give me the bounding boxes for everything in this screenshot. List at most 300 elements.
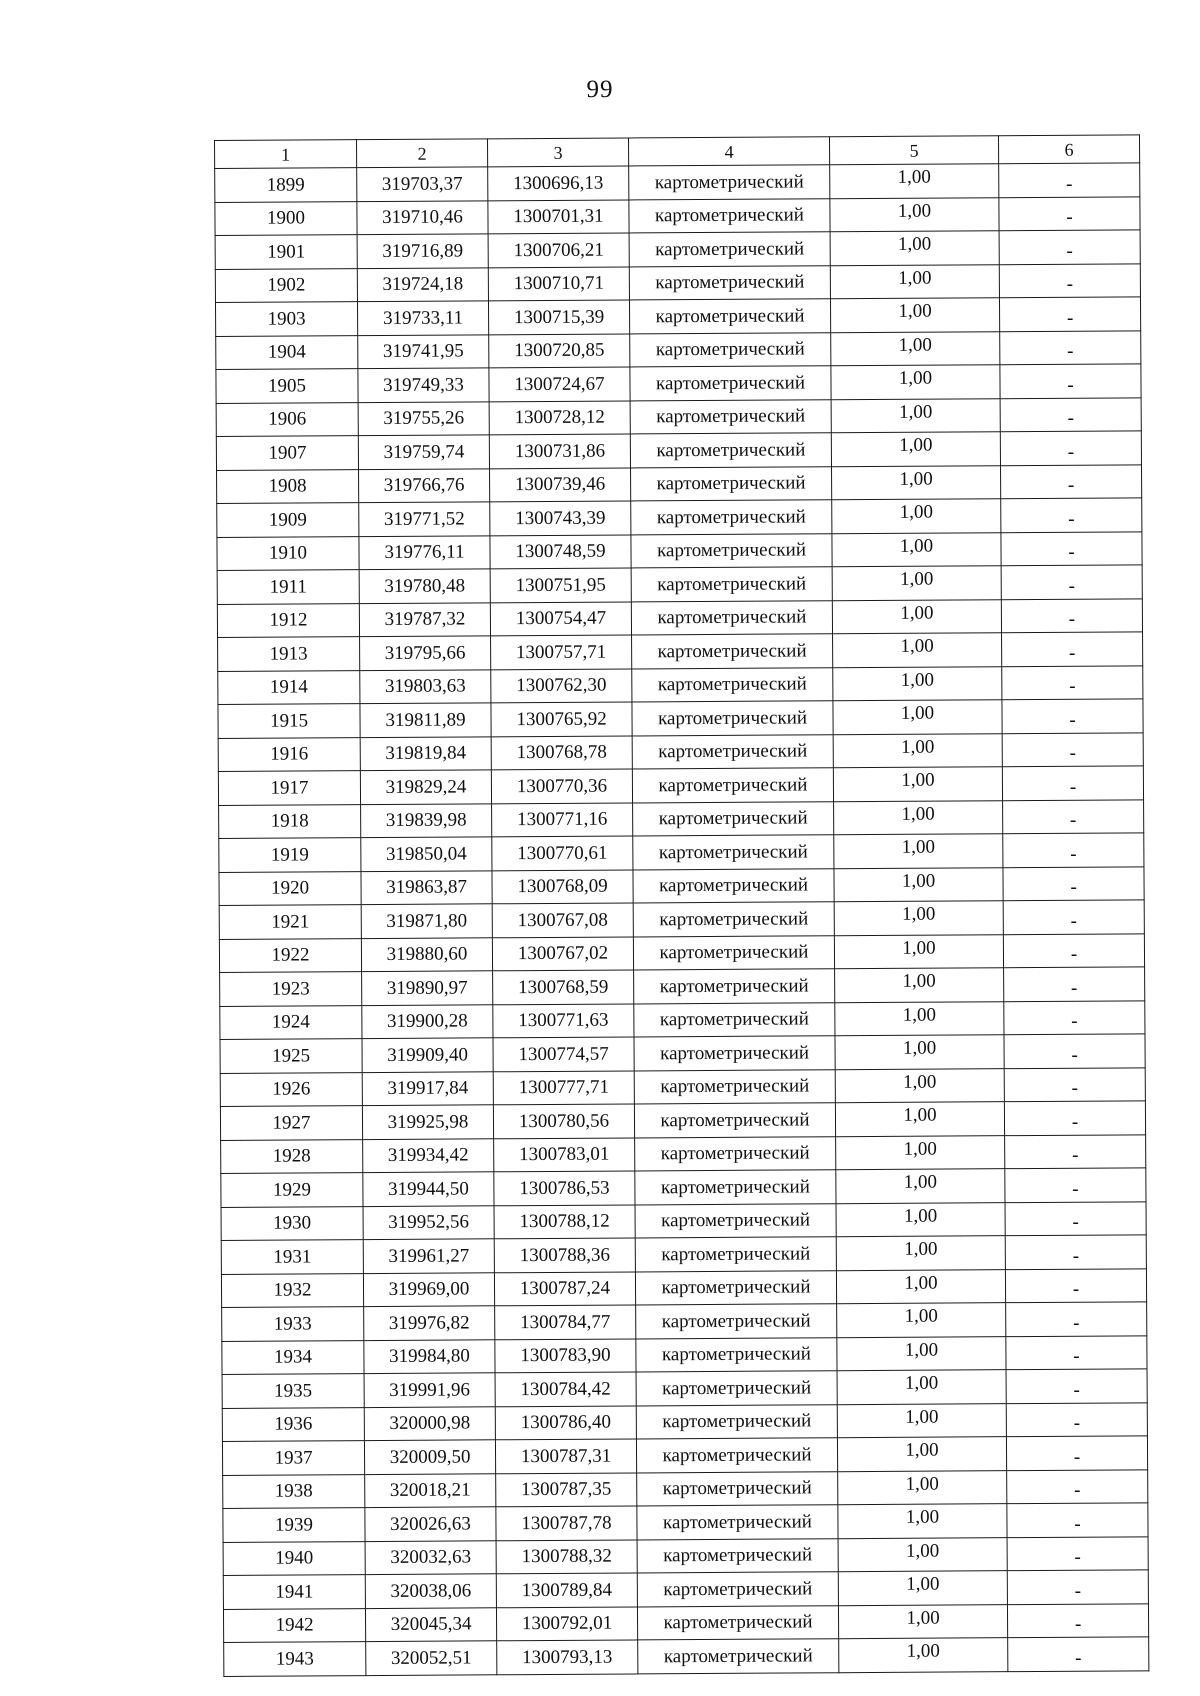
precision-cell: 1,00	[832, 465, 1001, 500]
point-number-cell: 1916	[218, 737, 360, 771]
point-number-cell: 1931	[221, 1240, 363, 1274]
table-row	[223, 1469, 1148, 1508]
note-cell: -	[1005, 1201, 1146, 1235]
point-number-cell: 1914	[218, 670, 360, 704]
table-row	[221, 1134, 1146, 1173]
table-row	[218, 766, 1143, 805]
x-coordinate-cell: 319900,28	[362, 1004, 493, 1038]
point-number-cell: 1903	[215, 302, 357, 336]
note-cell: -	[1002, 732, 1143, 766]
method-cell: картометрический	[632, 667, 833, 702]
method-cell: картометрический	[633, 868, 834, 903]
precision-cell: 1,00	[837, 1336, 1006, 1371]
method-cell: картометрический	[632, 701, 833, 736]
y-coordinate-cell: 1300783,90	[495, 1338, 636, 1372]
table-row	[216, 397, 1141, 436]
note-cell: -	[1004, 1067, 1145, 1101]
column-header: 5	[829, 136, 998, 165]
note-cell: -	[1007, 1570, 1148, 1604]
method-cell: картометрический	[635, 1136, 836, 1171]
note-cell: -	[999, 196, 1140, 230]
table-row	[222, 1369, 1147, 1408]
precision-cell: 1,00	[838, 1571, 1007, 1606]
precision-cell: 1,00	[833, 633, 1002, 668]
point-number-cell: 1912	[217, 603, 359, 637]
point-number-cell: 1918	[219, 804, 361, 838]
x-coordinate-cell: 319780,48	[359, 569, 490, 603]
x-coordinate-cell: 319733,11	[357, 301, 488, 335]
x-coordinate-cell: 319925,98	[362, 1105, 493, 1139]
y-coordinate-cell: 1300748,59	[490, 534, 631, 568]
precision-cell: 1,00	[836, 1202, 1005, 1237]
table-row	[219, 900, 1144, 939]
table-row	[220, 1101, 1145, 1140]
point-number-cell: 1906	[216, 402, 358, 436]
y-coordinate-cell: 1300743,39	[490, 501, 631, 535]
precision-cell: 1,00	[835, 1068, 1004, 1103]
method-cell: картометрический	[634, 1103, 835, 1138]
point-number-cell: 1901	[215, 235, 357, 269]
point-number-cell: 1930	[221, 1206, 363, 1240]
precision-cell: 1,00	[832, 599, 1001, 634]
y-coordinate-cell: 1300783,01	[494, 1137, 635, 1171]
x-coordinate-cell: 319795,66	[360, 636, 491, 670]
precision-cell: 1,00	[830, 298, 999, 333]
method-cell: картометрический	[635, 1203, 836, 1238]
column-header: 3	[487, 138, 628, 167]
precision-cell: 1,00	[836, 1269, 1005, 1304]
method-cell: картометрический	[632, 734, 833, 769]
point-number-cell: 1910	[217, 536, 359, 570]
point-number-cell: 1904	[216, 335, 358, 369]
point-number-cell: 1905	[216, 369, 358, 403]
y-coordinate-cell: 1300715,39	[488, 300, 629, 334]
table-row	[222, 1402, 1147, 1441]
note-cell: -	[1003, 866, 1144, 900]
x-coordinate-cell: 319771,52	[359, 502, 490, 536]
y-coordinate-cell: 1300767,08	[492, 903, 633, 937]
method-cell: картометрический	[638, 1639, 839, 1674]
point-number-cell: 1942	[223, 1608, 365, 1642]
precision-cell: 1,00	[835, 1001, 1004, 1036]
x-coordinate-cell: 319909,40	[362, 1038, 493, 1072]
y-coordinate-cell: 1300780,56	[493, 1104, 634, 1138]
y-coordinate-cell: 1300731,86	[489, 434, 630, 468]
note-cell: -	[1001, 464, 1142, 498]
method-cell: картометрический	[634, 1069, 835, 1104]
table-row	[219, 866, 1144, 905]
method-cell: картометрический	[633, 801, 834, 836]
note-cell: -	[1007, 1503, 1148, 1537]
coordinates-table-container	[214, 134, 1148, 1676]
precision-cell: 1,00	[834, 800, 1003, 835]
x-coordinate-cell: 319890,97	[362, 971, 493, 1005]
table-row	[221, 1168, 1146, 1207]
note-cell: -	[1000, 431, 1141, 465]
point-number-cell: 1926	[220, 1072, 362, 1106]
method-cell: картометрический	[629, 232, 830, 267]
table-row	[215, 163, 1140, 202]
y-coordinate-cell: 1300770,36	[491, 769, 632, 803]
y-coordinate-cell: 1300771,63	[493, 1003, 634, 1037]
x-coordinate-cell: 319803,63	[360, 669, 491, 703]
table-body	[215, 135, 1149, 1676]
point-number-cell: 1938	[223, 1474, 365, 1508]
y-coordinate-cell: 1300784,42	[495, 1372, 636, 1406]
x-coordinate-cell: 319776,11	[359, 535, 490, 569]
note-cell: -	[1002, 699, 1143, 733]
x-coordinate-cell: 320000,98	[364, 1406, 495, 1440]
point-number-cell: 1913	[218, 637, 360, 671]
x-coordinate-cell: 319969,00	[363, 1272, 494, 1306]
x-coordinate-cell: 319863,87	[361, 870, 492, 904]
method-cell: картометрический	[633, 902, 834, 937]
y-coordinate-cell: 1300768,78	[491, 735, 632, 769]
method-cell: картометрический	[636, 1337, 837, 1372]
column-header: 4	[628, 137, 829, 166]
x-coordinate-cell: 319976,82	[364, 1306, 495, 1340]
note-cell: -	[1000, 330, 1141, 364]
method-cell: картометрический	[629, 265, 830, 300]
y-coordinate-cell: 1300792,01	[496, 1606, 637, 1640]
note-cell: -	[999, 297, 1140, 331]
table-row	[222, 1436, 1147, 1475]
table-row	[221, 1201, 1146, 1240]
table-row	[216, 364, 1141, 403]
note-cell: -	[1003, 833, 1144, 867]
point-number-cell: 1909	[217, 503, 359, 537]
note-cell: -	[1007, 1536, 1148, 1570]
table-row	[224, 1637, 1149, 1676]
x-coordinate-cell: 319787,32	[359, 602, 490, 636]
table-row	[215, 230, 1140, 269]
method-cell: картометрический	[631, 567, 832, 602]
method-cell: картометрический	[632, 634, 833, 669]
y-coordinate-cell: 1300767,02	[492, 936, 633, 970]
y-coordinate-cell: 1300720,85	[489, 333, 630, 367]
method-cell: картометрический	[634, 1002, 835, 1037]
precision-cell: 1,00	[835, 1102, 1004, 1137]
x-coordinate-cell: 319811,89	[360, 703, 491, 737]
y-coordinate-cell: 1300786,53	[494, 1171, 635, 1205]
method-cell: картометрический	[630, 332, 831, 367]
x-coordinate-cell: 319934,42	[363, 1138, 494, 1172]
y-coordinate-cell: 1300770,61	[492, 836, 633, 870]
method-cell: картометрический	[635, 1270, 836, 1305]
precision-cell: 1,00	[832, 566, 1001, 601]
point-number-cell: 1924	[220, 1005, 362, 1039]
method-cell: картометрический	[637, 1605, 838, 1640]
table-row	[217, 464, 1142, 503]
x-coordinate-cell: 319850,04	[361, 837, 492, 871]
precision-cell: 1,00	[834, 934, 1003, 969]
precision-cell: 1,00	[837, 1437, 1006, 1472]
method-cell: картометрический	[630, 366, 831, 401]
table-row	[221, 1235, 1146, 1274]
note-cell: -	[1005, 1168, 1146, 1202]
point-number-cell: 1911	[217, 570, 359, 604]
note-cell: -	[1007, 1469, 1148, 1503]
x-coordinate-cell: 319880,60	[361, 937, 492, 971]
y-coordinate-cell: 1300786,40	[495, 1405, 636, 1439]
method-cell: картометрический	[637, 1471, 838, 1506]
x-coordinate-cell: 319759,74	[358, 435, 489, 469]
table-row	[221, 1268, 1146, 1307]
table-row	[217, 498, 1142, 537]
x-coordinate-cell: 320038,06	[365, 1574, 496, 1608]
point-number-cell: 1921	[219, 905, 361, 939]
note-cell: -	[1006, 1436, 1147, 1470]
y-coordinate-cell: 1300768,09	[492, 869, 633, 903]
table-row	[215, 297, 1140, 336]
note-cell: -	[1004, 967, 1145, 1001]
precision-cell: 1,00	[838, 1537, 1007, 1572]
note-cell: -	[1008, 1637, 1149, 1671]
point-number-cell: 1943	[224, 1642, 366, 1676]
precision-cell: 1,00	[833, 666, 1002, 701]
table-row	[219, 833, 1144, 872]
point-number-cell: 1941	[223, 1575, 365, 1609]
note-cell: -	[1001, 565, 1142, 599]
note-cell: -	[1004, 1034, 1145, 1068]
y-coordinate-cell: 1300765,92	[491, 702, 632, 736]
precision-cell: 1,00	[836, 1236, 1005, 1271]
note-cell: -	[1005, 1268, 1146, 1302]
table-row	[223, 1603, 1148, 1642]
method-cell: картометрический	[629, 299, 830, 334]
x-coordinate-cell: 320009,50	[364, 1440, 495, 1474]
table-row	[218, 632, 1143, 671]
y-coordinate-cell: 1300788,12	[494, 1204, 635, 1238]
x-coordinate-cell: 319839,98	[361, 803, 492, 837]
y-coordinate-cell: 1300788,32	[496, 1539, 637, 1573]
point-number-cell: 1939	[223, 1508, 365, 1542]
y-coordinate-cell: 1300788,36	[494, 1238, 635, 1272]
note-cell: -	[1006, 1402, 1147, 1436]
table-row	[220, 967, 1145, 1006]
precision-cell: 1,00	[839, 1638, 1008, 1673]
method-cell: картометрический	[637, 1505, 838, 1540]
precision-cell: 1,00	[831, 331, 1000, 366]
x-coordinate-cell: 319749,33	[358, 368, 489, 402]
note-cell: -	[1002, 766, 1143, 800]
precision-cell: 1,00	[837, 1403, 1006, 1438]
page-number: 99	[586, 76, 614, 103]
method-cell: картометрический	[635, 1170, 836, 1205]
precision-cell: 1,00	[830, 231, 999, 266]
y-coordinate-cell: 1300777,71	[493, 1070, 634, 1104]
table-row	[215, 263, 1140, 302]
table-row	[218, 699, 1143, 738]
table-row	[219, 799, 1144, 838]
note-cell: -	[1002, 665, 1143, 699]
table-row	[217, 565, 1142, 604]
table-row	[215, 196, 1140, 235]
note-cell: -	[1006, 1335, 1147, 1369]
precision-cell: 1,00	[832, 499, 1001, 534]
y-coordinate-cell: 1300784,77	[495, 1305, 636, 1339]
y-coordinate-cell: 1300762,30	[491, 668, 632, 702]
precision-cell: 1,00	[831, 432, 1000, 467]
point-number-cell: 1936	[222, 1407, 364, 1441]
x-coordinate-cell: 319961,27	[363, 1239, 494, 1273]
point-number-cell: 1929	[221, 1173, 363, 1207]
point-number-cell: 1933	[222, 1307, 364, 1341]
precision-cell: 1,00	[830, 264, 999, 299]
y-coordinate-cell: 1300787,78	[496, 1506, 637, 1540]
precision-cell: 1,00	[830, 164, 999, 199]
precision-cell: 1,00	[830, 197, 999, 232]
point-number-cell: 1927	[220, 1106, 362, 1140]
note-cell: -	[999, 230, 1140, 264]
note-cell: -	[1007, 1603, 1148, 1637]
y-coordinate-cell: 1300751,95	[490, 568, 631, 602]
table-row	[222, 1335, 1147, 1374]
method-cell: картометрический	[630, 433, 831, 468]
note-cell: -	[1005, 1134, 1146, 1168]
precision-cell: 1,00	[833, 700, 1002, 735]
x-coordinate-cell: 320018,21	[365, 1473, 496, 1507]
y-coordinate-cell: 1300789,84	[496, 1573, 637, 1607]
x-coordinate-cell: 319871,80	[361, 904, 492, 938]
precision-cell: 1,00	[836, 1169, 1005, 1204]
table-row	[217, 598, 1142, 637]
note-cell: -	[1003, 799, 1144, 833]
note-cell: -	[1001, 531, 1142, 565]
coordinates-table	[214, 134, 1149, 1676]
table-row	[216, 330, 1141, 369]
x-coordinate-cell: 319819,84	[360, 736, 491, 770]
precision-cell: 1,00	[833, 767, 1002, 802]
x-coordinate-cell: 319741,95	[358, 334, 489, 368]
precision-cell: 1,00	[838, 1504, 1007, 1539]
note-cell: -	[1003, 933, 1144, 967]
method-cell: картометрический	[636, 1371, 837, 1406]
table-row	[218, 732, 1143, 771]
y-coordinate-cell: 1300724,67	[489, 367, 630, 401]
table-row	[223, 1570, 1148, 1609]
table-row	[216, 431, 1141, 470]
method-cell: картометрический	[637, 1538, 838, 1573]
precision-cell: 1,00	[834, 901, 1003, 936]
x-coordinate-cell: 319829,24	[360, 770, 491, 804]
y-coordinate-cell: 1300787,31	[495, 1439, 636, 1473]
x-coordinate-cell: 319984,80	[364, 1339, 495, 1373]
method-cell: картометрический	[635, 1237, 836, 1272]
y-coordinate-cell: 1300771,16	[492, 802, 633, 836]
precision-cell: 1,00	[831, 365, 1000, 400]
note-cell: -	[1006, 1369, 1147, 1403]
column-header: 1	[215, 140, 357, 169]
column-header: 2	[357, 139, 488, 168]
note-cell: -	[1000, 397, 1141, 431]
precision-cell: 1,00	[832, 532, 1001, 567]
y-coordinate-cell: 1300710,71	[488, 266, 629, 300]
method-cell: картометрический	[629, 165, 830, 200]
x-coordinate-cell: 320032,63	[365, 1540, 496, 1574]
note-cell: -	[1001, 498, 1142, 532]
x-coordinate-cell: 319703,37	[357, 167, 488, 201]
note-cell: -	[1001, 598, 1142, 632]
note-cell: -	[999, 163, 1140, 197]
point-number-cell: 1920	[219, 871, 361, 905]
point-number-cell: 1919	[219, 838, 361, 872]
precision-cell: 1,00	[837, 1303, 1006, 1338]
x-coordinate-cell: 319991,96	[364, 1373, 495, 1407]
x-coordinate-cell: 319766,76	[359, 468, 490, 502]
table-row	[222, 1302, 1147, 1341]
precision-cell: 1,00	[835, 1035, 1004, 1070]
x-coordinate-cell: 319724,18	[357, 267, 488, 301]
point-number-cell: 1900	[215, 201, 357, 235]
y-coordinate-cell: 1300774,57	[493, 1037, 634, 1071]
x-coordinate-cell: 319716,89	[357, 234, 488, 268]
method-cell: картометрический	[636, 1404, 837, 1439]
table-row	[219, 933, 1144, 972]
precision-cell: 1,00	[836, 1135, 1005, 1170]
y-coordinate-cell: 1300739,46	[490, 467, 631, 501]
point-number-cell: 1937	[222, 1441, 364, 1475]
point-number-cell: 1907	[216, 436, 358, 470]
note-cell: -	[1000, 364, 1141, 398]
method-cell: картометрический	[631, 600, 832, 635]
point-number-cell: 1908	[217, 469, 359, 503]
point-number-cell: 1934	[222, 1340, 364, 1374]
point-number-cell: 1935	[222, 1374, 364, 1408]
y-coordinate-cell: 1300696,13	[488, 166, 629, 200]
method-cell: картометрический	[637, 1572, 838, 1607]
precision-cell: 1,00	[838, 1604, 1007, 1639]
note-cell: -	[999, 263, 1140, 297]
y-coordinate-cell: 1300793,13	[497, 1640, 638, 1674]
note-cell: -	[1004, 1101, 1145, 1135]
point-number-cell: 1915	[218, 704, 360, 738]
precision-cell: 1,00	[837, 1370, 1006, 1405]
x-coordinate-cell: 319755,26	[358, 401, 489, 435]
precision-cell: 1,00	[833, 733, 1002, 768]
point-number-cell: 1922	[219, 938, 361, 972]
x-coordinate-cell: 319952,56	[363, 1205, 494, 1239]
point-number-cell: 1923	[220, 972, 362, 1006]
y-coordinate-cell: 1300787,35	[496, 1472, 637, 1506]
point-number-cell: 1925	[220, 1039, 362, 1073]
method-cell: картометрический	[636, 1304, 837, 1339]
note-cell: -	[1002, 632, 1143, 666]
method-cell: картометрический	[631, 500, 832, 535]
precision-cell: 1,00	[838, 1470, 1007, 1505]
method-cell: картометрический	[633, 935, 834, 970]
point-number-cell: 1928	[221, 1139, 363, 1173]
method-cell: картометрический	[634, 1036, 835, 1071]
precision-cell: 1,00	[831, 398, 1000, 433]
table-row	[223, 1503, 1148, 1542]
table-row	[218, 665, 1143, 704]
x-coordinate-cell: 319917,84	[362, 1071, 493, 1105]
note-cell: -	[1006, 1302, 1147, 1336]
note-cell: -	[1005, 1235, 1146, 1269]
method-cell: картометрический	[630, 399, 831, 434]
method-cell: картометрический	[631, 533, 832, 568]
precision-cell: 1,00	[834, 834, 1003, 869]
method-cell: картометрический	[629, 198, 830, 233]
note-cell: -	[1003, 900, 1144, 934]
note-cell: -	[1004, 1000, 1145, 1034]
y-coordinate-cell: 1300757,71	[491, 635, 632, 669]
table-row	[217, 531, 1142, 570]
x-coordinate-cell: 320045,34	[365, 1607, 496, 1641]
y-coordinate-cell: 1300754,47	[490, 601, 631, 635]
x-coordinate-cell: 319944,50	[363, 1172, 494, 1206]
